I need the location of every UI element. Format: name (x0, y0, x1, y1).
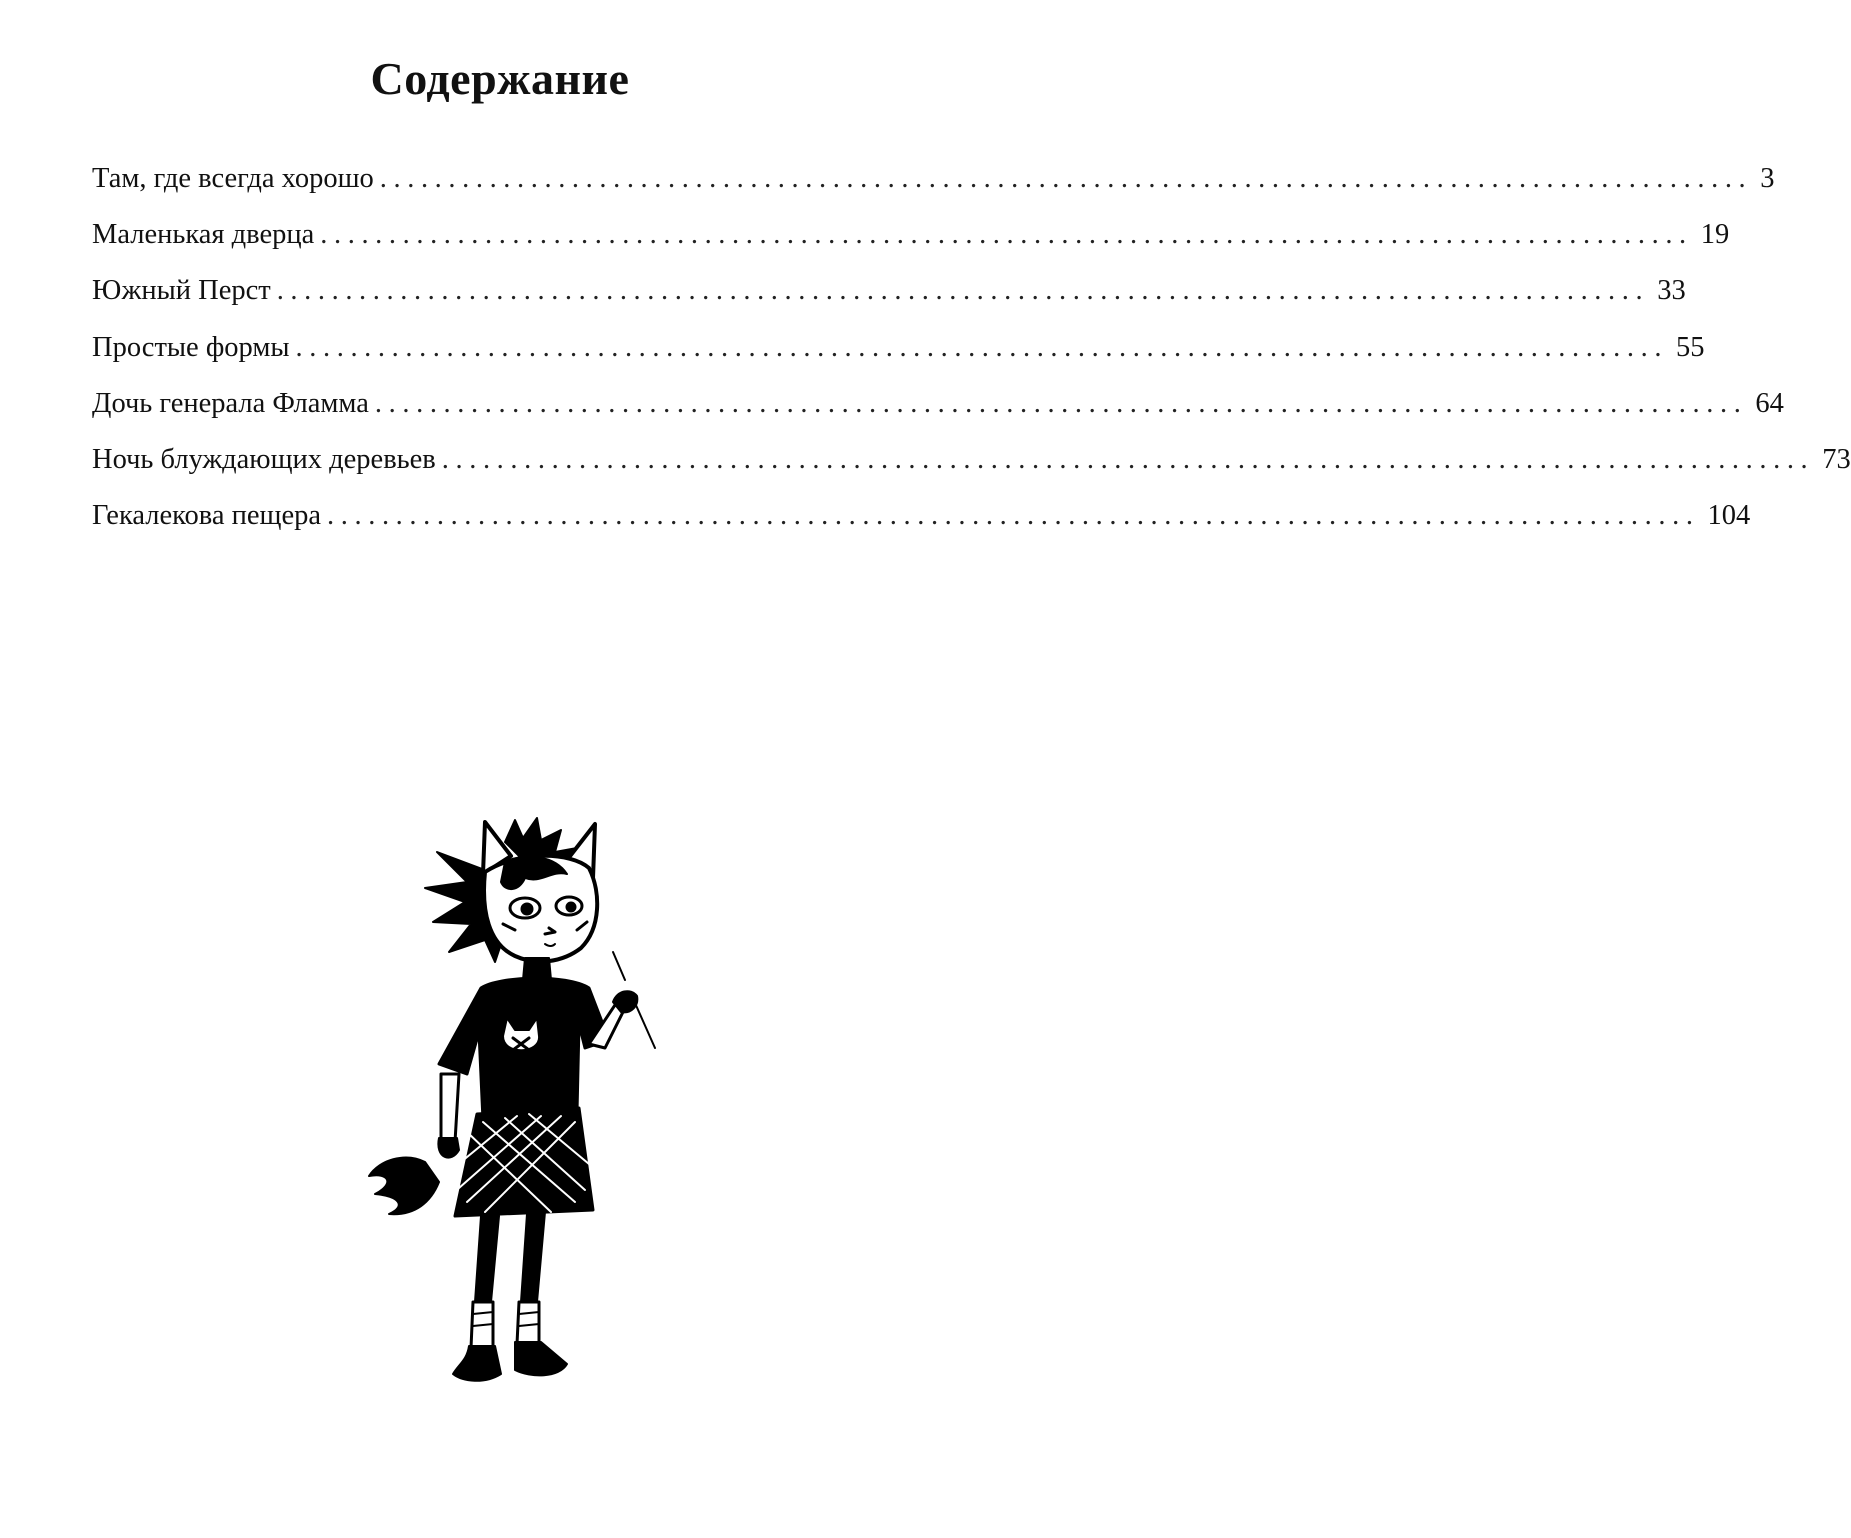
toc-entry-page: 33 (1657, 275, 1686, 307)
toc-entry-page: 73 (1822, 443, 1851, 475)
toc-entry-page: 19 (1700, 219, 1730, 251)
toc-entry-title: Простые формы (92, 331, 290, 363)
cat-girl-illustration (355, 812, 675, 1422)
dot-leader: .................................................................................................... (320, 219, 1693, 251)
toc-entry-title: Гекалекова пещера (92, 500, 322, 532)
toc-entry-title: Маленькая дверца (92, 219, 315, 251)
toc-entry-title: Южный Перст (92, 275, 271, 307)
toc-entry-page: 64 (1755, 387, 1784, 419)
dot-leader: .................................................................................................... (295, 331, 1669, 363)
dot-leader: .................................................................................................... (374, 387, 1748, 419)
dot-leader: .................................................................................................... (327, 500, 1700, 532)
toc-entry-page: 55 (1676, 331, 1705, 363)
toc-entry (92, 500, 1751, 556)
toc-entry-title: Дочь генерала Фламма (92, 387, 369, 419)
toc-entry (92, 387, 1784, 444)
toc-entry (92, 331, 1705, 388)
toc-entry (92, 443, 1851, 500)
toc-entry (92, 163, 1775, 219)
toc-entry (92, 219, 1730, 275)
toc-entry-title: Ночь блуждающих деревьев (92, 443, 436, 475)
page-title: Содержание (370, 53, 630, 104)
toc-entry-page: 104 (1707, 500, 1751, 532)
toc-entry (92, 275, 1686, 331)
toc-entry-page: 3 (1760, 163, 1775, 194)
dot-leader: .................................................................................................... (276, 275, 1650, 307)
table-of-contents (92, 163, 1851, 556)
toc-entry-title: Там, где всегда хорошо (92, 163, 374, 194)
dot-leader: .................................................................................................... (379, 163, 1753, 194)
dot-leader: .................................................................................................... (441, 443, 1815, 475)
